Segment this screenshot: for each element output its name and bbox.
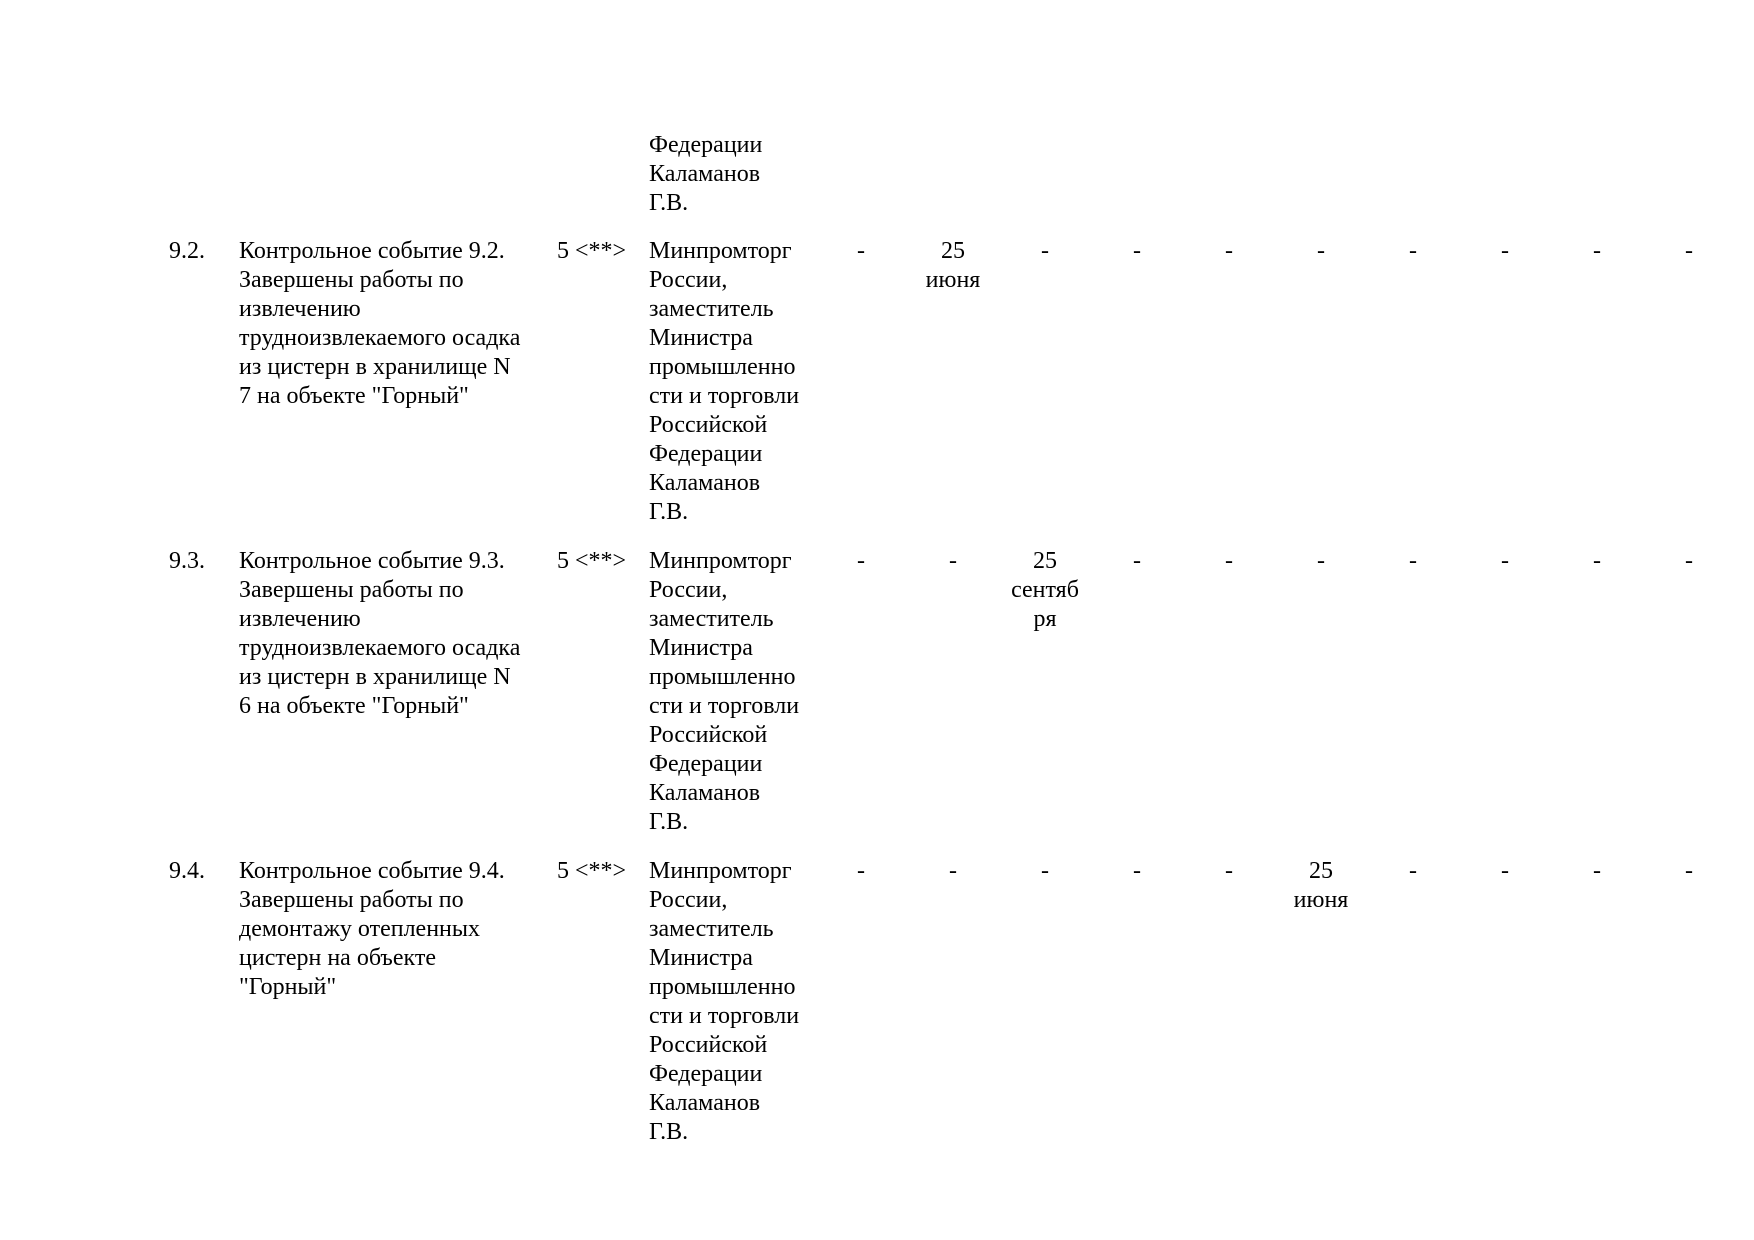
text-line: - — [1593, 858, 1601, 884]
text-line: "Горный" — [239, 974, 337, 1000]
text-line: Г.В. — [649, 499, 689, 525]
event-description — [239, 547, 520, 721]
event-code: 5 <**> — [557, 858, 627, 884]
text-line: Контрольное событие 9.2. — [239, 238, 505, 264]
event-code: 5 <**> — [557, 548, 627, 574]
text-line: - — [1685, 858, 1693, 884]
text-line: Министра — [649, 635, 753, 661]
text-line: - — [1593, 238, 1601, 264]
value-cell — [816, 547, 906, 576]
text-line: заместитель — [649, 606, 774, 632]
text-line: - — [949, 548, 957, 574]
text-line: Российской — [649, 412, 768, 438]
text-line: - — [1225, 858, 1233, 884]
value-cell — [1184, 547, 1274, 576]
value-cell — [1092, 237, 1182, 266]
text-line: Минпромторг — [649, 858, 792, 884]
value-cell — [1276, 237, 1366, 266]
text-line: - — [1225, 548, 1233, 574]
text-line: Министра — [649, 945, 753, 971]
text-line: сентяб — [1011, 577, 1079, 603]
text-line: России, — [649, 267, 728, 293]
value-cell — [1184, 237, 1274, 266]
value-cell — [1276, 857, 1366, 915]
value-cell — [908, 237, 998, 295]
text-line: Российской — [649, 722, 768, 748]
text-line: 6 на объекте "Горный" — [239, 693, 469, 719]
text-line: Министра — [649, 325, 753, 351]
value-cell — [1460, 547, 1550, 576]
text-line: - — [1501, 548, 1509, 574]
value-cell — [908, 857, 998, 886]
text-line: Каламанов — [649, 1090, 761, 1116]
text-line: - — [1685, 548, 1693, 574]
text-line: - — [1133, 238, 1141, 264]
text-line: заместитель — [649, 916, 774, 942]
value-cell — [1644, 237, 1734, 266]
row-number: 9.4. — [169, 858, 205, 884]
text-line: - — [1041, 238, 1049, 264]
value-cell — [1276, 547, 1366, 576]
text-line: Российской — [649, 1032, 768, 1058]
value-cell — [1092, 857, 1182, 886]
text-line: - — [857, 238, 865, 264]
text-line: 25 — [1033, 548, 1057, 574]
text-line: промышленно — [649, 664, 796, 690]
text-line: - — [1133, 858, 1141, 884]
text-line: Федерации — [649, 441, 763, 467]
text-line: Федерации — [649, 132, 763, 158]
value-cell — [1552, 857, 1642, 886]
text-line: извлечению — [239, 296, 361, 322]
text-line: - — [1133, 548, 1141, 574]
text-line: Контрольное событие 9.3. — [239, 548, 505, 574]
value-cell — [1552, 547, 1642, 576]
responsible — [649, 857, 799, 1147]
text-line: Каламанов — [649, 161, 761, 187]
text-line: Федерации — [649, 1061, 763, 1087]
text-line: Каламанов — [649, 470, 761, 496]
text-line: сти и торговли — [649, 693, 800, 719]
row-number: 9.3. — [169, 548, 205, 574]
text-line: из цистерн в хранилище N — [239, 354, 511, 380]
text-line: 25 — [941, 238, 965, 264]
text-line: Завершены работы по — [239, 267, 464, 293]
text-line: России, — [649, 577, 728, 603]
responsible — [649, 547, 799, 837]
value-cell — [1552, 237, 1642, 266]
value-cell — [1644, 857, 1734, 886]
row-number: 9.2. — [169, 238, 205, 264]
event-description — [239, 857, 505, 1002]
text-line: промышленно — [649, 974, 796, 1000]
value-cell — [1460, 857, 1550, 886]
text-line: заместитель — [649, 296, 774, 322]
text-line: июня — [925, 267, 981, 293]
event-description — [239, 237, 520, 411]
event-code: 5 <**> — [557, 238, 627, 264]
text-line: извлечению — [239, 606, 361, 632]
value-cell — [1092, 547, 1182, 576]
text-line: - — [857, 548, 865, 574]
text-line: сти и торговли — [649, 383, 800, 409]
text-line: июня — [1293, 887, 1349, 913]
text-line: - — [1317, 238, 1325, 264]
text-line: Завершены работы по — [239, 577, 464, 603]
text-line: Контрольное событие 9.4. — [239, 858, 505, 884]
text-line: - — [949, 858, 957, 884]
text-line: - — [1409, 548, 1417, 574]
value-cell — [1000, 547, 1090, 634]
text-line: 7 на объекте "Горный" — [239, 383, 469, 409]
value-cell — [1644, 547, 1734, 576]
text-line: 25 — [1309, 858, 1333, 884]
text-line: Г.В. — [649, 809, 689, 835]
value-cell — [908, 547, 998, 576]
value-cell — [1000, 237, 1090, 266]
value-cell — [1000, 857, 1090, 886]
value-cell — [1368, 237, 1458, 266]
text-line: - — [1409, 238, 1417, 264]
text-line: сти и торговли — [649, 1003, 800, 1029]
text-line: Завершены работы по — [239, 887, 464, 913]
text-line: цистерн на объекте — [239, 945, 436, 971]
continuation-responsible — [649, 131, 762, 218]
text-line: Минпромторг — [649, 238, 792, 264]
text-line: Минпромторг — [649, 548, 792, 574]
text-line: - — [1409, 858, 1417, 884]
text-line: промышленно — [649, 354, 796, 380]
value-cell — [1368, 857, 1458, 886]
text-line: Федерации — [649, 751, 763, 777]
text-line: - — [1041, 858, 1049, 884]
value-cell — [816, 237, 906, 266]
text-line: - — [857, 858, 865, 884]
text-line: Каламанов — [649, 780, 761, 806]
text-line: ря — [1033, 606, 1057, 632]
text-line: - — [1225, 238, 1233, 264]
value-cell — [1460, 237, 1550, 266]
text-line: - — [1501, 858, 1509, 884]
text-line: трудноизвлекаемого осадка — [239, 325, 521, 351]
value-cell — [816, 857, 906, 886]
text-line: - — [1501, 238, 1509, 264]
value-cell — [1368, 547, 1458, 576]
text-line: - — [1593, 548, 1601, 574]
text-line: Г.В. — [649, 1119, 689, 1145]
text-line: демонтажу отепленных — [239, 916, 481, 942]
text-line: России, — [649, 887, 728, 913]
text-line: из цистерн в хранилище N — [239, 664, 511, 690]
value-cell — [1184, 857, 1274, 886]
text-line: трудноизвлекаемого осадка — [239, 635, 521, 661]
text-line: - — [1317, 548, 1325, 574]
responsible — [649, 237, 799, 527]
text-line: Г.В. — [649, 190, 689, 216]
text-line: - — [1685, 238, 1693, 264]
